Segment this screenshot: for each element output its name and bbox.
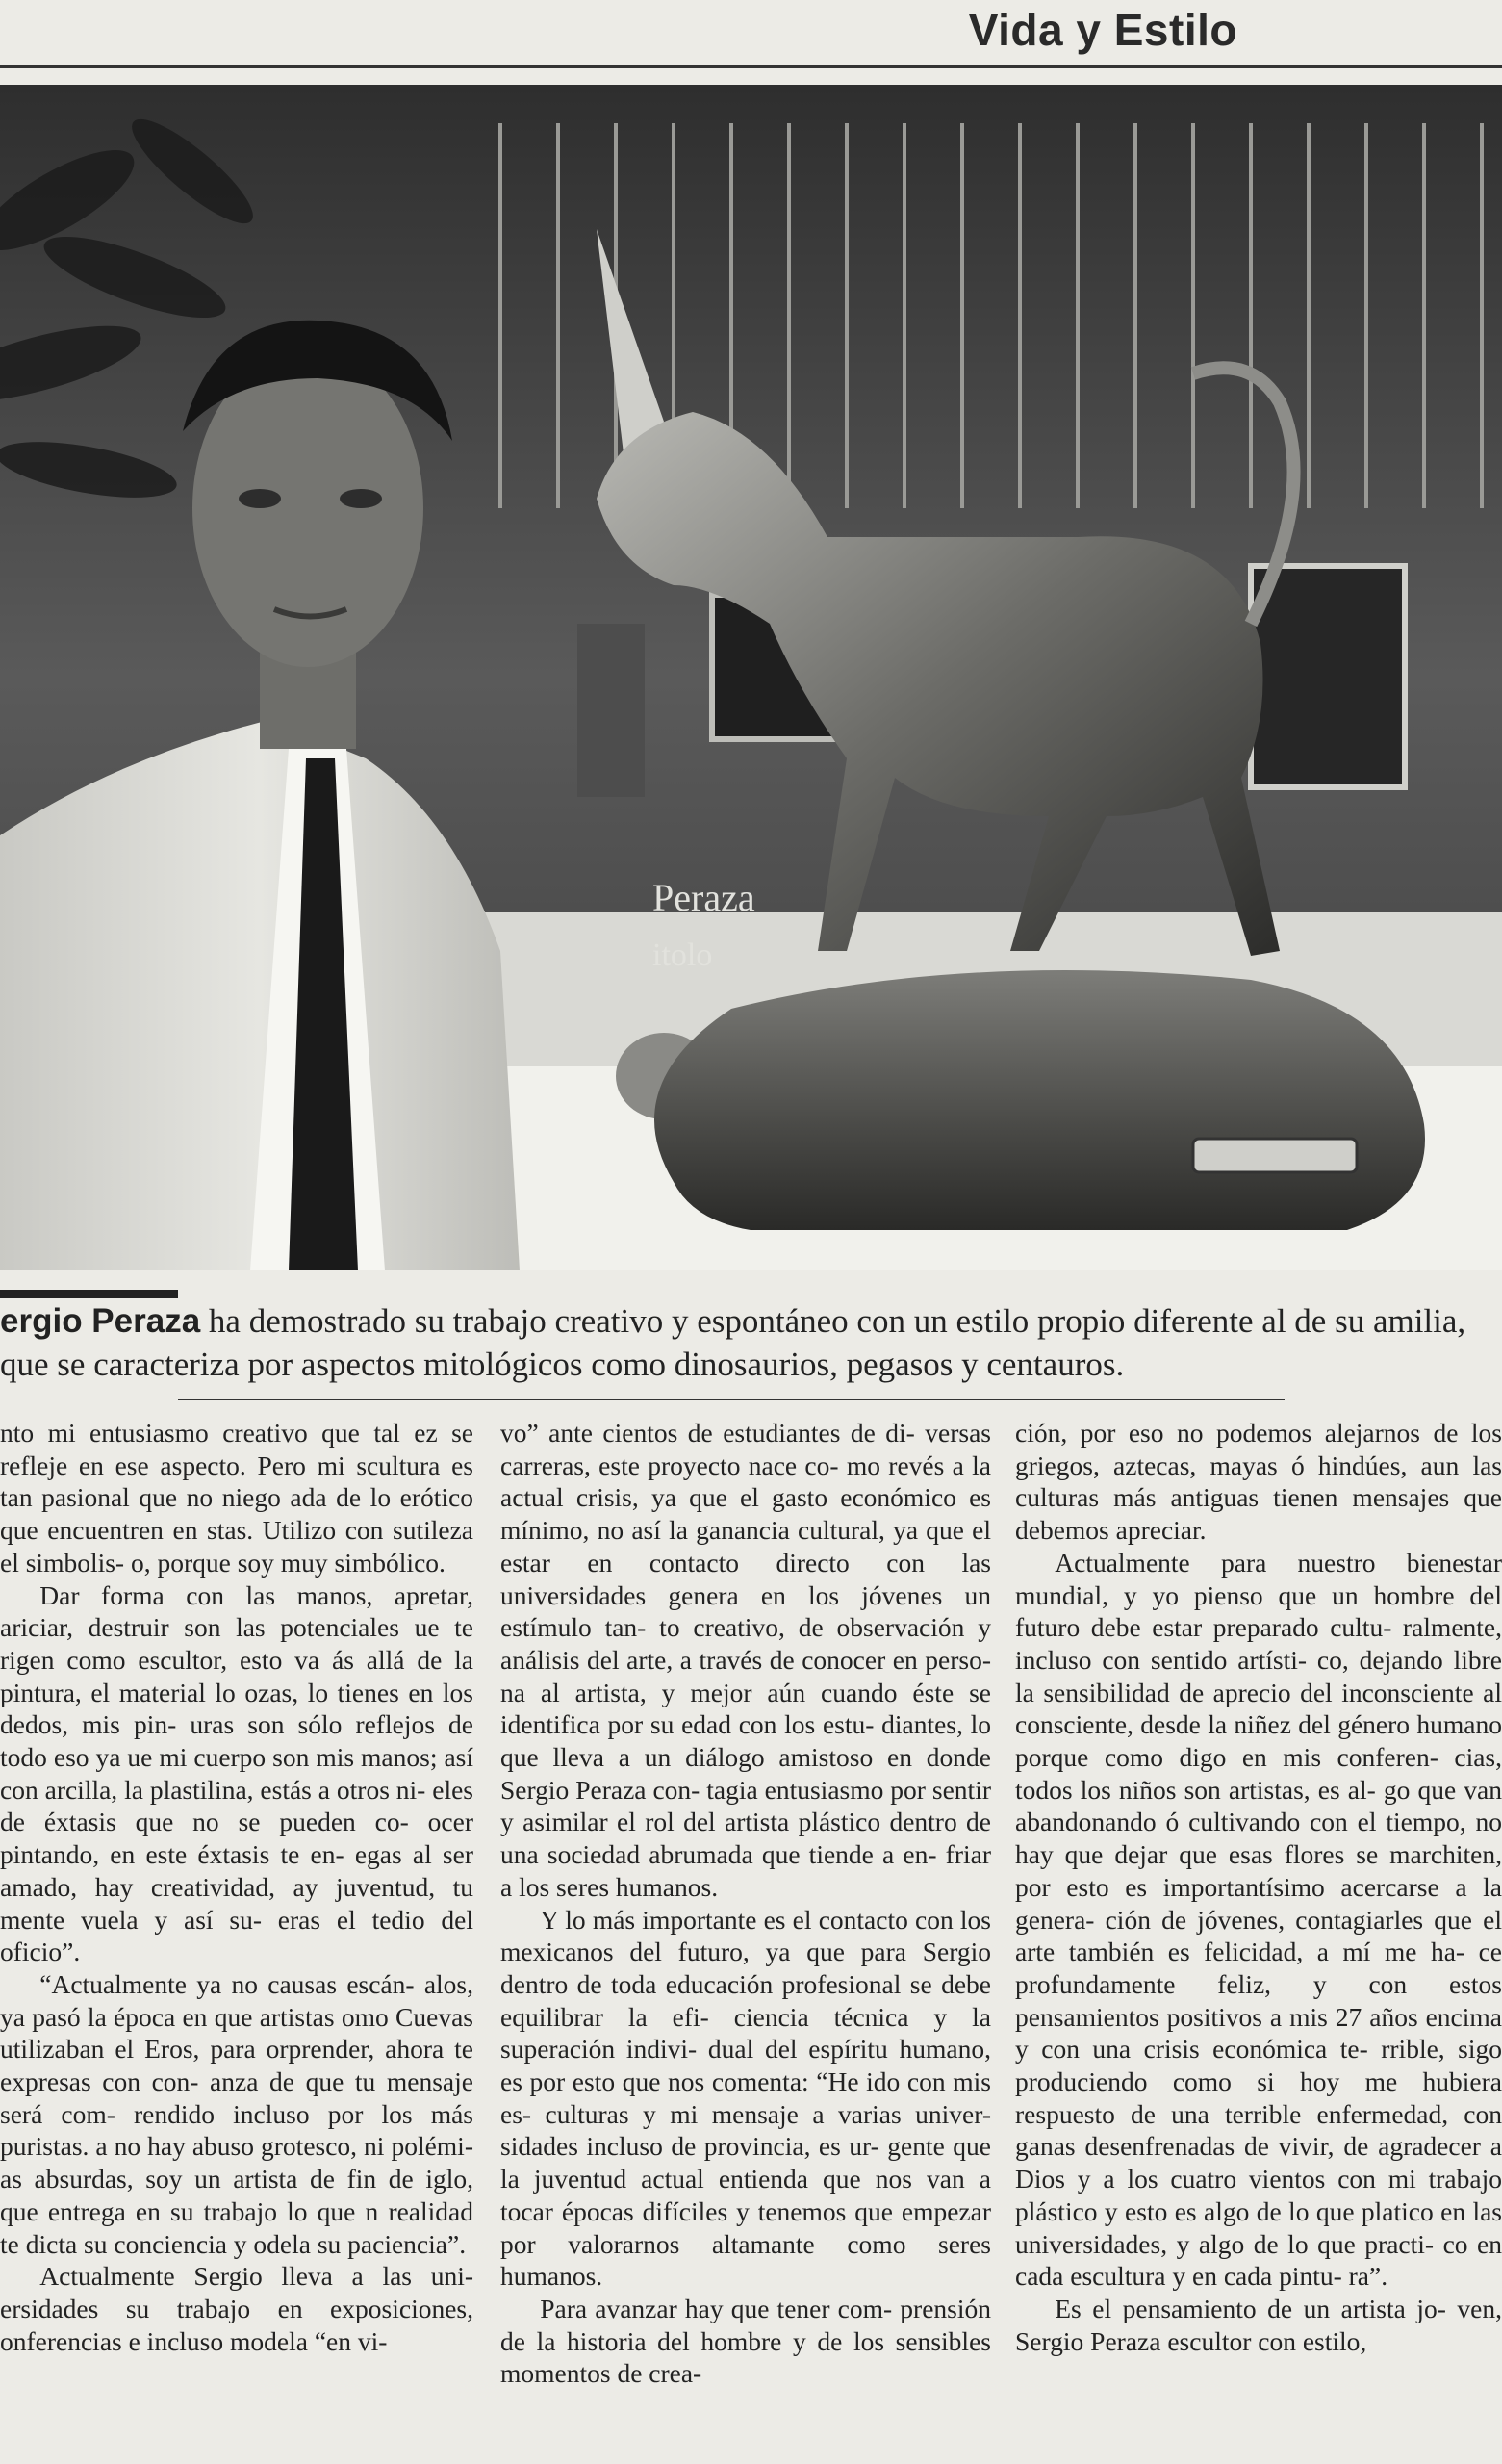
paragraph: Y lo más importante es el contacto con los mexicanos del futuro, ya que para Sergio dentro de toda educación profesional se debe equilibrar la efi- ciencia técnica y la superación indivi- dual del espíritu humano, es por esto que nos comenta: “He ido con mis es- culturas y mi mensaje a varias univer- sidades incluso de provincia, es ur- gente que la juventud actual entienda que nos van a tocar épocas difíciles y tenemos que empezar por valorarnos altamante como seres humanos.: [500, 1904, 991, 2292]
nameplate-text: itolo: [652, 937, 713, 973]
paragraph: ción, por eso no podemos alejarnos de los griegos, aztecas, mayas ó hindúes, aun las culturas más antiguas tienen mensajes que debemos apreciar.: [1015, 1418, 1502, 1546]
caption-marker: [0, 1290, 178, 1298]
paragraph: nto mi entusiasmo creativo que tal ez se refleje en ese aspecto. Pero mi scultura es tan pasional que no niego ada de lo erótico que encuentren en stas. Utilizo con sutileza el simbolis- o, porque soy muy simbólico.: [0, 1418, 473, 1578]
photo-caption: [0, 1299, 1482, 1386]
paragraph: Actualmente Sergio lleva a las uni- ersidades su trabajo en exposiciones, onferencias e incluso modela “en vi-: [0, 2261, 473, 2356]
article-column-3: [1015, 1417, 1502, 2464]
caption-text: ha demostrado su trabajo creativo y espontáneo con un estilo propio diferente al de su amilia, que se caracteriza por aspectos mitológicos como dinosaurios, pegasos y centauros.: [0, 1302, 1466, 1383]
article-column-1: [0, 1417, 473, 2464]
paragraph: vo” ante cientos de estudiantes de di- versas carreras, este proyecto nace co- mo revés a la actual crisis, ya que el gasto económico es mínimo, no así la ganancia cultural, ya que el estar en contacto directo con las universidades genera en los jóvenes un estímulo tan- to creativo, de observación y análisis del arte, a través de conocer en perso- na al artista, y mejor aún cuando éste se identifica por su edad con los estu- diantes, lo que lleva a un diálogo amistoso en donde Sergio Peraza con- tagia entusiasmo por sentir y asimilar el rol del artista plástico dentro de una sociedad abrumada que tiende a en- friar a los seres humanos.: [500, 1418, 991, 1902]
caption-rule: [178, 1399, 1285, 1400]
header-rule: [0, 65, 1502, 68]
article-column-2: [500, 1417, 991, 2464]
article-photo: [0, 85, 1502, 1270]
section-title: Vida y Estilo: [968, 5, 1237, 55]
caption-name: ergio Peraza: [0, 1302, 201, 1340]
article-body: [0, 1417, 1502, 2464]
paragraph: Es el pensamiento de un artista jo- ven, Sergio Peraza escultor con estilo,: [1015, 2293, 1502, 2356]
nameplate-text: Peraza: [652, 876, 755, 919]
paragraph: Actualmente para nuestro bienestar mundial, y yo pienso que un hombre del futuro debe estar preparado cultu- ralmente, incluso con sentido artísti- co, dejando libre la sensibilidad de aprecio del inconsciente al consciente, desde la niñez del género humano porque como digo en mis conferen- cias, todos los niños son artistas, es al- go que van abandonando ó cultivando con el tiempo, no hay que dejar que esas flores se marchiten, por esto es importantísimo acercarse a la genera- ción de jóvenes, contagiarles que el arte también es felicidad, a mí me ha- ce profundamente feliz, y con estos pensamientos positivos a mis 27 años encima y con una crisis económica te- rrible, sigo produciendo como si hoy me hubiera respuesto de una terrible enfermedad, con ganas desenfrenadas de vivir, de agradecer a Dios y a los cuatro vientos con mi trabajo plástico y esto es algo de lo que platico en las universidades, y algo de lo que practi- co en cada escultura y en cada pintu- ra”.: [1015, 1547, 1502, 2292]
paragraph: Dar forma con las manos, apretar, ariciar, destruir son las potenciales ue te rigen como escultor, esto va ás allá de la pintura, el material lo ozas, lo tienes en los dedos, mis pin- uras son sólo reflejos de todo eso ya ue mi cuerpo son mis manos; así con arcilla, la plastilina, estás a otros ni- eles de éxtasis que no se pueden co- ocer pintando, en este éxtasis te en- egas al ser amado, hay creatividad, ay juventud, tu mente vuela y así su- eras el tedio del oficio”.: [0, 1579, 473, 1967]
paragraph: “Actualmente ya no causas escán- alos, ya pasó la época en que artistas omo Cuevas utilizaban el Eros, para orprender, ahora te expresas con con- anza de que tu mensaje será com- rendido incluso por los más puristas. a no hay abuso grotesco, ni polémi- as absurdas, soy un artista de fin de iglo, que entrega en su trabajo lo que n realidad te dicta su conciencia y odela su paciencia”.: [0, 1968, 473, 2259]
paragraph: Para avanzar hay que tener com- prensión de la historia del hombre y de los sensibles momentos de crea-: [500, 2293, 991, 2389]
